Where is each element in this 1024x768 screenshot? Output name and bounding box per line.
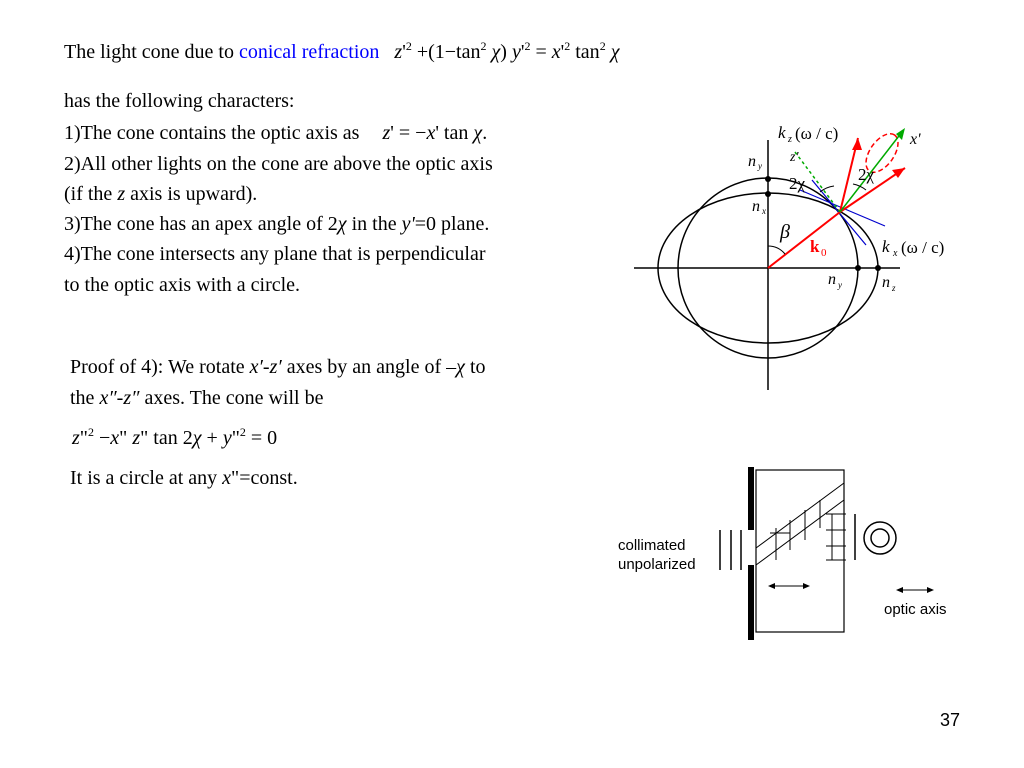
ny-h-sub: y: [838, 280, 842, 290]
item-4: 4)The cone intersects any plane that is perpendicular: [64, 243, 486, 265]
nx-label: n: [752, 198, 760, 215]
x-prime-label: x': [910, 131, 921, 148]
page-number: 37: [940, 710, 961, 730]
item-1: 1)The cone contains the optic axis as z' = −x' tan χ.: [64, 122, 488, 144]
kx-sub: x: [893, 248, 898, 259]
item-4b: to the optic axis with a circle.: [64, 274, 301, 296]
dot-ny: [765, 176, 771, 182]
dot-nx: [765, 191, 771, 197]
dot-ny-h: [855, 265, 861, 271]
title-prefix: The light cone due to: [64, 41, 234, 63]
item-2: 2)All other lights on the cone are above the optic axis: [64, 153, 493, 175]
kz-label: k: [778, 123, 786, 142]
proof-line-2: the x″-z″ axes. The cone will be: [70, 387, 324, 409]
beta-arc: [768, 246, 785, 254]
kx-omega-c: (ω / c): [901, 238, 945, 257]
conclusion-line: It is a circle at any x"=const.: [70, 467, 298, 489]
ny-h-label: n: [828, 271, 836, 288]
nz-sub: z: [892, 283, 896, 293]
two-chi-left-label: 2χ: [789, 174, 806, 193]
k0-label: k: [810, 237, 820, 256]
k0-sub: 0: [821, 247, 827, 259]
k0-vector: [768, 212, 840, 268]
optic-axis-equation: z' = −x' tan χ.: [382, 122, 488, 144]
title-highlight: conical refraction: [238, 41, 380, 63]
dot-nz-h: [875, 265, 881, 271]
item-3: 3)The cone has an apex angle of 2χ in the y'=0 plane.: [64, 213, 490, 235]
cone-equation: $z'^2 +(1-\tan^2$ χ) $y'^2 = x'^2$ $\tan^2 \chi$: [394, 39, 620, 63]
kz-sub: z: [788, 134, 792, 145]
collimated-label: collimated unpolarized: [618, 537, 696, 573]
ny-sub: y: [758, 161, 762, 171]
z-prime-label: z': [790, 150, 799, 165]
beta-label: β: [780, 221, 790, 243]
optic-axis-label: optic axis: [884, 601, 947, 618]
two-chi-right-label: 2χ: [858, 165, 875, 184]
kx-label: k: [882, 237, 890, 256]
rotated-cone-equation: z"$^2$ −x" z" tan 2χ + y"$^2$ = 0: [72, 425, 278, 449]
intro-line: has the following characters:: [64, 90, 295, 112]
ny-label: n: [748, 153, 756, 170]
nx-sub: x: [762, 206, 766, 216]
kz-omega-c: (ω / c): [795, 124, 839, 143]
nz-label: n: [882, 274, 890, 291]
item-2b: (if the z axis is upward).: [64, 183, 258, 205]
proof-line-1: Proof of 4): We rotate x′-z′ axes by an angle of –χ to: [70, 356, 486, 378]
